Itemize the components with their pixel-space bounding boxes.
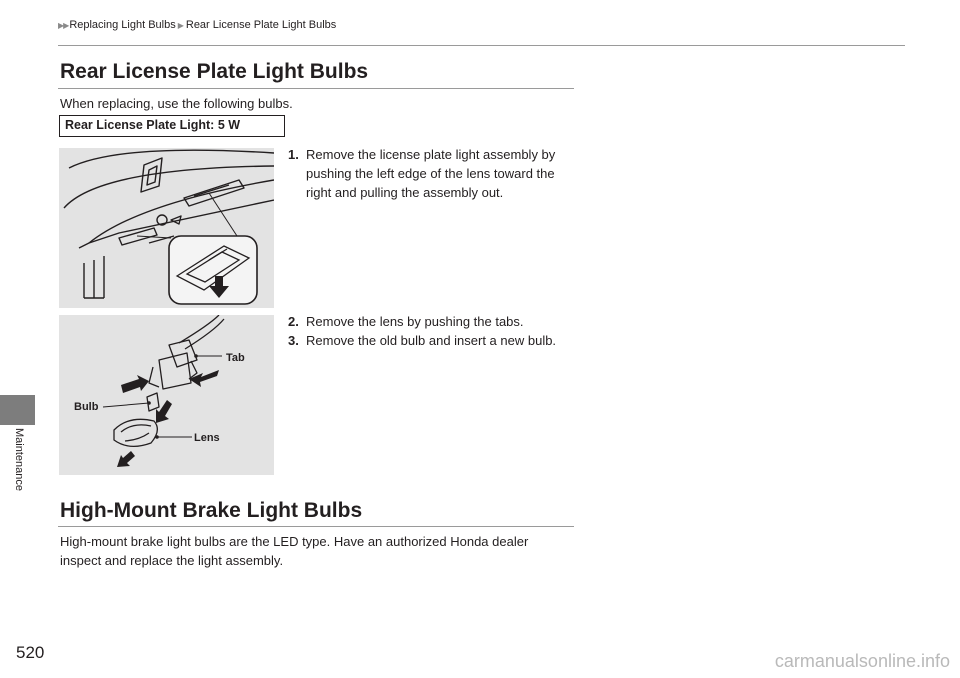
step-2-number: 2. xyxy=(288,314,299,329)
high-mount-line-2: inspect and replace the light assembly. xyxy=(60,553,284,568)
callout-bulb: Bulb xyxy=(74,401,99,413)
callout-lens: Lens xyxy=(194,432,220,444)
figure-license-light-removal xyxy=(59,148,274,308)
section-title-high-mount: High-Mount Brake Light Bulbs xyxy=(60,499,363,522)
figure-lens-bulb-removal xyxy=(59,315,274,475)
section-title-divider xyxy=(58,88,574,89)
bulb-spec-box: Rear License Plate Light: 5 W xyxy=(59,115,285,137)
breadcrumb-arrow-icon: ▶▶ xyxy=(58,20,69,30)
page-number: 520 xyxy=(16,643,45,662)
step-1-number: 1. xyxy=(288,147,299,162)
section-side-label-text: Maintenance xyxy=(13,428,25,491)
breadcrumb xyxy=(58,19,336,31)
step-2-text: Remove the lens by pushing the tabs. xyxy=(306,314,524,329)
watermark: carmanualsonline.info xyxy=(774,651,950,671)
license-light-illustration xyxy=(59,148,274,308)
step-1-line-1: Remove the license plate light assembly by xyxy=(306,147,556,162)
section-tab-marker xyxy=(0,395,35,425)
high-mount-line-1: High-mount brake light bulbs are the LED type. Have an authorized Honda dealer xyxy=(60,534,529,549)
callout-tab: Tab xyxy=(226,352,245,364)
step-2 xyxy=(288,312,588,331)
breadcrumb-link-replacing-light-bulbs[interactable]: Replacing Light Bulbs xyxy=(69,19,176,31)
breadcrumb-separator-icon: ▶ xyxy=(177,20,184,30)
section2-title-divider xyxy=(58,526,574,527)
step-1-line-2: pushing the left edge of the lens toward the xyxy=(306,166,555,181)
section-title-rear-license: Rear License Plate Light Bulbs xyxy=(60,60,369,83)
lens-bulb-illustration xyxy=(59,315,274,475)
steps-2-3 xyxy=(288,312,588,350)
step-1-line-3: right and pulling the assembly out. xyxy=(306,185,504,200)
step-3-text: Remove the old bulb and insert a new bulb. xyxy=(306,333,557,348)
section-side-label xyxy=(13,428,27,518)
step-3-number: 3. xyxy=(288,333,299,348)
high-mount-description xyxy=(60,532,660,570)
step-1 xyxy=(288,145,578,202)
step-3 xyxy=(288,331,588,350)
intro-text: When replacing, use the following bulbs. xyxy=(60,96,293,111)
breadcrumb-current: Rear License Plate Light Bulbs xyxy=(185,19,337,31)
header-divider xyxy=(58,45,905,46)
